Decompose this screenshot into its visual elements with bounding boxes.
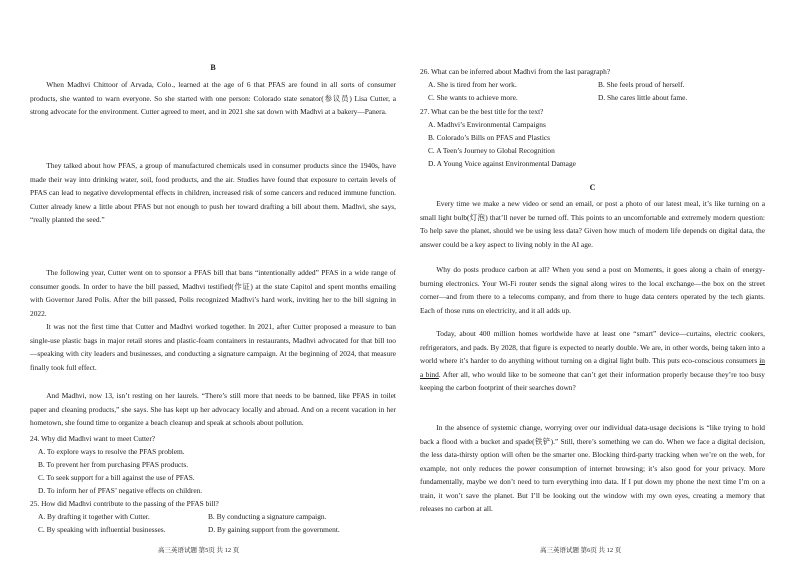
question-27-option-c[interactable]: C. A Teen’s Journey to Global Recognition: [428, 146, 555, 155]
question-25-stem: 25. How did Madhvi contribute to the passing of the PFAS bill?: [30, 499, 219, 508]
question-27-option-b[interactable]: B. Colorado’s Bills on PFAS and Plastics: [428, 133, 551, 142]
question-25-option-c[interactable]: C. By speaking with influential businesses.: [38, 525, 166, 534]
question-25-option-b[interactable]: B. By conducting a signature campaign.: [208, 512, 327, 521]
question-26-stem: 26. What can be inferred about Madhvi from the last paragraph?: [420, 67, 611, 76]
passage-c-paragraph-4: In the absence of systemic change, worrying over our individual data-usage decisions is “like trying to hold back a flood with a bucket and spade(铁铲).” Still, there’s something we can do. When we face a digital decision, the less data-thirsty option will often be the smarter one. Blocking third-party tracking when we’re on the web, for example, not only reduces the power consumption of internet browsing; it’s also good for your privacy. More fundamentally, maybe we don’t need to turn everything into data. If I put down my phone the next time I’m on a train, it won’t save the planet. But I’ll be looking out the window with my own eyes, creating a memory that releases no carbon at all.: [420, 423, 765, 513]
question-24-option-d[interactable]: D. To inform her of PFAS’ negative effects on children.: [38, 486, 203, 495]
passage-b-paragraph-1: When Madhvi Chittoor of Arvada, Colo., learned at the age of 6 that PFAS are found in all sorts of consumer products, she wanted to warn everyone. So she started with one person: Colorado state senator(参议员) Lisa Cutter, a strong advocate for the environment. Cutter agreed to meet, and in 2021 she sat down with Madhvi at a bakery—Panera.: [30, 80, 396, 116]
question-25-option-d[interactable]: D. By gaining support from the government.: [208, 525, 340, 534]
page-footer-right: 高三英语试题 第6页 共 12 页: [540, 547, 622, 554]
question-26-option-b[interactable]: B. She feels proud of herself.: [598, 80, 685, 89]
question-24-stem: 24. Why did Madhvi want to meet Cutter?: [30, 434, 156, 443]
passage-b-paragraph-3: The following year, Cutter went on to sponsor a PFAS bill that bans “intentionally added” PFAS in a wide range of consumer goods. In order to have the bill passed, Madhvi testified(作证) at the state Capitol and spent months emailing with Governor Jared Polis. After the bill passed, Polis recognized Madhvi’s hard work, inviting her to the bill signing in 2022.: [30, 268, 396, 318]
question-27-stem: 27. What can be the best title for the text?: [420, 107, 544, 116]
passage-c-paragraph-1: Every time we make a new video or send an email, or post a photo of our latest meal, it’s like turning on a small light bulb(灯泡) that’ll never be turned off. This points to an uncomfortable and extremely modern question: To help save the planet, should we be using less data? Given how much of modern life depends on digital data, the answer could be a key aspect to living nobly in the AI age.: [420, 199, 765, 249]
question-24-option-a[interactable]: A. To explore ways to resolve the PFAS problem.: [38, 447, 185, 456]
question-25-option-a[interactable]: A. By drafting it together with Cutter.: [38, 512, 150, 521]
section-heading-c: C: [589, 183, 596, 192]
question-24-option-c[interactable]: C. To seek support for a bill against the use of PFAS.: [38, 473, 195, 482]
question-27-option-a[interactable]: A. Madhvi’s Environmental Campaigns: [428, 120, 546, 129]
section-heading-b: B: [210, 63, 216, 72]
question-26-option-a[interactable]: A. She is tired from her work.: [428, 80, 517, 89]
passage-c-paragraph-3: Today, about 400 million homes worldwide have at least one “smart” device—curtains, electric cookers, refrigerators, and pads. By 2028, that figure is expected to nearly double. We are, in other words, being taken into a world where it’s harder to do anything without turning on a digital light bulb. This puts eco-conscious consumers in a bind. After all, who would like to be someone that can’t get their information properly because they’re too busy keeping the carbon footprint of their searches down?: [420, 329, 765, 392]
passage-b-paragraph-5: And Madhvi, now 13, isn’t resting on her laurels. “There’s still more that needs to be banned, like PFAS in toilet paper and cleaning products,” she says. She has kept up her advocacy locally and abroad. And on a recent vacation in her hometown, she found time to organize a beach cleanup and speak at schools about pollution.: [30, 391, 396, 427]
page-footer-left: 高三英语试题 第5页 共 12 页: [158, 547, 240, 554]
question-24-option-b[interactable]: B. To prevent her from purchasing PFAS products.: [38, 460, 189, 469]
question-26-option-d[interactable]: D. She cares little about fame.: [598, 93, 688, 102]
question-26-option-c[interactable]: C. She wants to achieve more.: [428, 93, 518, 102]
passage-b-paragraph-2: They talked about how PFAS, a group of manufactured chemicals used in consumer products since the 1940s, have made their way into drinking water, soil, food products, and the air. Studies have found that exposure to certain levels of PFAS can lead to negative developmental effects in children, increased risk of some cancers and reduced immune function. Cutter already knew a little about PFAS but not enough to push her toward drafting a bill about them. Madhvi, she says, “really planted the seed.”: [30, 161, 396, 224]
underlined-phrase: in a bind: [420, 356, 765, 379]
passage-b-paragraph-4: It was not the first time that Cutter and Madhvi worked together. In 2021, after Cutter proposed a measure to ban single-use plastic bags in major retail stores and plastic-foam containers in restaurants, Madhvi advocated for that bill too—speaking with city leaders and businesses, and conducting a signature campaign. At the beginning of 2024, that measure finally took full effect.: [30, 322, 396, 372]
question-27-option-d[interactable]: D. A Young Voice against Environmental Damage: [428, 159, 576, 168]
passage-c-paragraph-2: Why do posts produce carbon at all? When you send a post on Moments, it goes along a chain of energy-burning electronics. Your Wi-Fi router sends the signal along wires to the local exchange—the box on the street corner—and from there to a telecoms company, and from there to huge data centers operated by the tech giants. Each of those runs on electricity, and it all adds up.: [420, 265, 765, 315]
